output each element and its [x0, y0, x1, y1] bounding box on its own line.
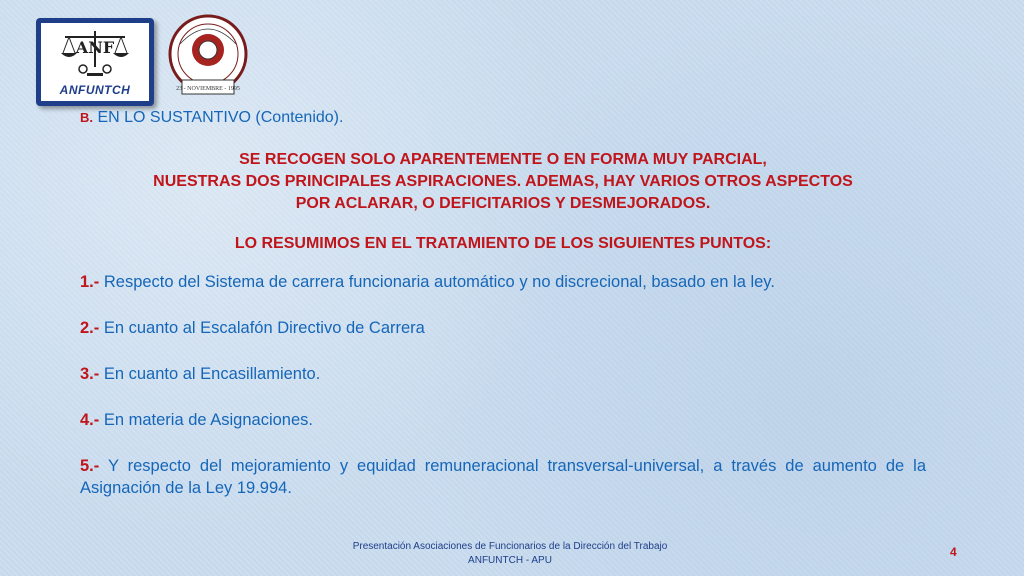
seal-date: 23 - NOVIEMBRE - 1995 — [176, 86, 240, 92]
list-item — [80, 317, 926, 339]
footer-line-2: ANFUNTCH - APU — [468, 555, 552, 566]
point-number: 2.- — [80, 319, 100, 337]
intro-block — [80, 149, 926, 215]
logo-text: ANFUNTCH — [59, 83, 131, 97]
list-item — [80, 363, 926, 385]
svg-text:ANF: ANF — [75, 38, 115, 57]
list-item — [80, 455, 926, 499]
point-text: En cuanto al Escalafón Directivo de Carrera — [99, 319, 425, 337]
list-item — [80, 271, 926, 293]
point-number: 4.- — [80, 411, 100, 429]
point-text: En materia de Asignaciones. — [99, 411, 313, 429]
list-item — [80, 409, 926, 431]
section-heading — [80, 108, 926, 127]
summary-heading: LO RESUMIMOS EN EL TRATAMIENTO DE LOS SIGUIENTES PUNTOS: — [234, 235, 772, 252]
page-number: 4 — [950, 545, 957, 559]
point-text: Y respecto del mejoramiento y equidad remuneracional transversal-universal, a través de aumento de la Asignación de la Ley 19.994. — [80, 457, 926, 497]
section-title: EN LO SUSTANTIVO (Contenido). — [97, 109, 344, 126]
slide-footer — [300, 540, 720, 568]
anfuntch-logo — [36, 18, 154, 106]
point-text: Respecto del Sistema de carrera funcionaria automático y no discrecional, basado en la ley. — [99, 273, 775, 291]
section-letter: B. — [80, 110, 93, 125]
points-list — [80, 271, 926, 499]
point-number: 5.- — [80, 457, 100, 475]
slide-content — [80, 108, 926, 523]
footer-line-1: Presentación Asociaciones de Funcionarios de la Dirección del Trabajo — [352, 541, 668, 552]
point-text: En cuanto al Encasillamiento. — [99, 365, 321, 383]
point-number: 1.- — [80, 273, 100, 291]
intro-line-2: NUESTRAS DOS PRINCIPALES ASPIRACIONES. ADEMAS, HAY VARIOS OTROS ASPECTOS — [153, 173, 853, 190]
intro-line-1: SE RECOGEN SOLO APARENTEMENTE O EN FORMA MUY PARCIAL, — [239, 151, 767, 168]
intro-line-3: POR ACLARAR, O DEFICITARIOS Y DESMEJORADOS. — [295, 195, 711, 212]
point-number: 3.- — [80, 365, 100, 383]
association-seal — [160, 10, 256, 106]
